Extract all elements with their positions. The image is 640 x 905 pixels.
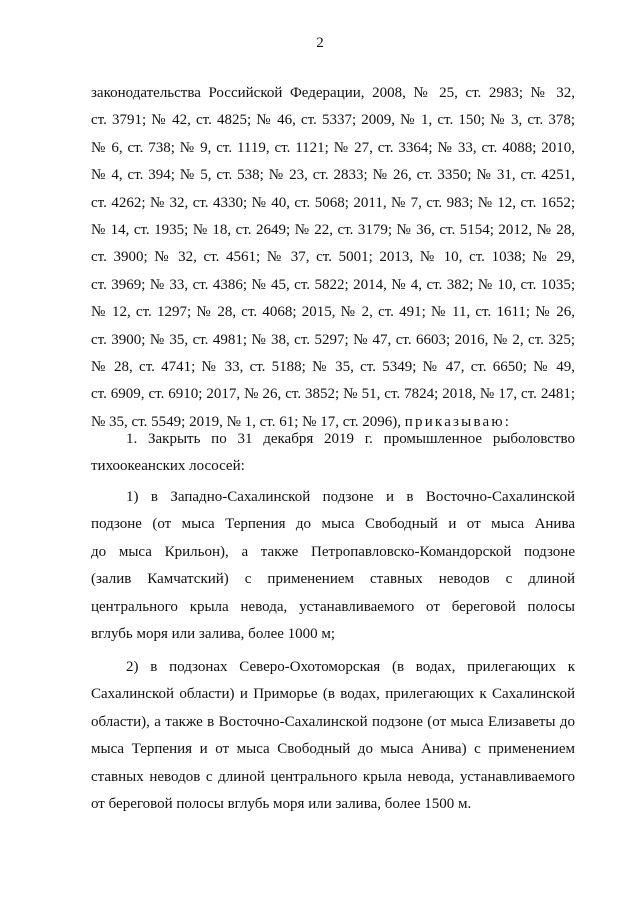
item-1-paragraph — [91, 426, 575, 481]
item-1-2-line: области), а также в Восточно-Сахалинской подзоне (от мыса Елизаветы до — [91, 713, 575, 730]
item-1-line: 1. Закрыть по 31 декабря 2019 г. промышленное рыболовство — [126, 431, 575, 447]
item-1-2-line: Сахалинской области) и Приморье (в водах, прилегающих к Сахалинской — [91, 686, 575, 703]
item-1-2-line: мыса Терпения и от мыса Свободный до мыса Анива) с применением — [91, 741, 575, 758]
page-number: 2 — [316, 35, 324, 51]
item-1-2-paragraph — [91, 654, 575, 818]
item-1-1-line: до мыса Крильон), а также Петропавловско-Командорской подзоне — [91, 543, 575, 560]
item-1-2-line: 2) в подзонах Северо-Охотоморская (в водах, прилегающих к — [126, 659, 575, 675]
references-tail: № 35, ст. 5549; 2019, № 1, ст. 61; № 17, ст. 2096), — [91, 413, 405, 430]
paragraph-line: № 12, ст. 1297; № 28, ст. 4068; 2015, № 2, ст. 491; № 11, ст. 1611; № 26, — [91, 304, 575, 321]
item-1-1-line: вглубь моря или залива, более 1000 м; — [91, 625, 336, 642]
legal-references-paragraph — [91, 80, 575, 436]
item-1-1-line: подзоне (от мыса Терпения до мыса Свободный и от мыса Анива — [91, 516, 575, 533]
paragraph-line: законодательства Российской Федерации, 2008, № 25, ст. 2983; № 32, — [91, 85, 575, 101]
paragraph-line: ст. 3969; № 33, ст. 4386; № 45, ст. 5822; 2014, № 4, ст. 382; № 10, ст. 1035; — [91, 276, 575, 293]
paragraph-line: ст. 6909, ст. 6910; 2017, № 26, ст. 3852; № 51, ст. 7824; 2018, № 17, ст. 2481; — [91, 386, 575, 403]
item-1-1-line: центрального крыла невода, устанавливаемого от береговой полосы — [91, 598, 575, 615]
item-1-line: тихоокеанских лососей: — [91, 458, 245, 475]
item-1-2-line: ставных неводов с длиной центрального крыла невода, устанавливаемого — [91, 768, 575, 785]
paragraph-line: № 14, ст. 1935; № 18, ст. 2649; № 22, ст. 3179; № 36, ст. 5154; 2012, № 28, — [91, 221, 575, 238]
paragraph-line: № 28, ст. 4741; № 33, ст. 5188; № 35, ст. 5349; № 47, ст. 6650; № 49, — [91, 358, 575, 375]
paragraph-line: ст. 3900; № 35, ст. 4981; № 38, ст. 5297; № 47, ст. 6603; 2016, № 2, ст. 325; — [91, 331, 575, 348]
paragraph-line: ст. 4262; № 32, ст. 4330; № 40, ст. 5068; 2011, № 7, ст. 983; № 12, ст. 1652; — [91, 194, 575, 211]
paragraph-line: ст. 3900; № 32, ст. 4561; № 37, ст. 5001; 2013, № 10, ст. 1038; № 29, — [91, 249, 575, 266]
item-1-1-paragraph — [91, 484, 575, 648]
paragraph-line: ст. 3791; № 42, ст. 4825; № 46, ст. 5337; 2009, № 1, ст. 150; № 3, ст. 378; — [91, 112, 575, 129]
paragraph-line: № 6, ст. 738; № 9, ст. 1119, ст. 1121; № 27, ст. 3364; № 33, ст. 4088; 2010, — [91, 139, 575, 156]
order-word: приказываю: — [404, 413, 512, 430]
paragraph-line: № 4, ст. 394; № 5, ст. 538; № 23, ст. 2833; № 26, ст. 3350; № 31, ст. 4251, — [91, 167, 575, 184]
item-1-1-line: 1) в Западно-Сахалинской подзоне и в Восточно-Сахалинской — [126, 489, 575, 505]
item-1-1-line: (залив Камчатский) с применением ставных неводов с длиной — [91, 571, 575, 588]
item-1-2-line: от береговой полосы вглубь моря или залива, более 1500 м. — [91, 795, 472, 812]
